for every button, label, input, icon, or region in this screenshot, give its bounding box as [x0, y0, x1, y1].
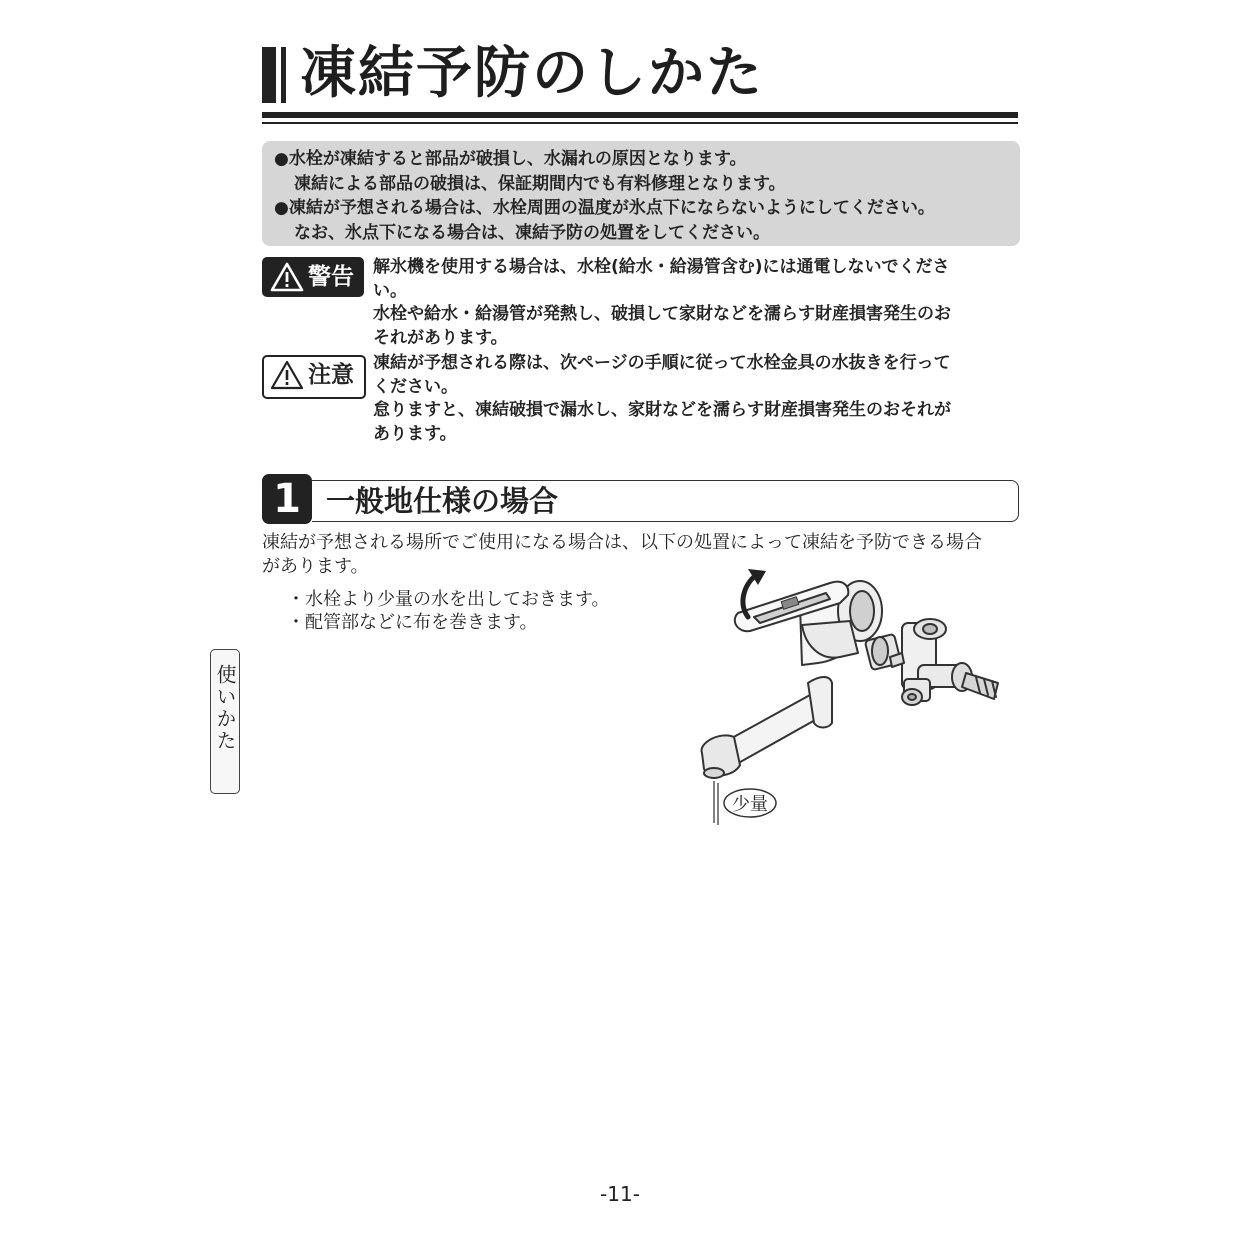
warning-label: 警告 — [308, 264, 354, 290]
warning-line-1: 解氷機を使用する場合は、水栓(給水・給湯管含む)には通電しないでくださ — [373, 257, 950, 277]
warning-triangle-icon — [270, 262, 304, 292]
notice-line-4: なお、氷点下になる場合は、凍結予防の処置をしてください。 — [294, 222, 770, 243]
caution-message — [373, 352, 1018, 446]
notice-line-2: 凍結による部品の破損は、保証期間内でも有料修理となります。 — [294, 173, 786, 194]
caution-line-3: 怠りますと、凍結破損で漏水し、家財などを濡らす財産損害発生のおそれが — [373, 400, 951, 420]
notice-line-1: ●水栓が凍結すると部品が破損し、水漏れの原因となります。 — [274, 149, 747, 169]
section-1-number: 1 — [262, 474, 312, 524]
notice-line-3: ●凍結が予想される場合は、水栓周囲の温度が氷点下にならないようにしてください。 — [274, 198, 935, 218]
warning-line-4: それがあります。 — [373, 327, 508, 348]
section-1-title: 一般地仕様の場合 — [326, 484, 559, 518]
side-tab-label: 使いかた — [213, 664, 237, 752]
side-tab-usage[interactable] — [210, 649, 240, 794]
faucet-illustration — [690, 565, 1020, 830]
caution-label: 注意 — [308, 362, 354, 388]
figure-label-small-amount: 少量 — [732, 794, 768, 815]
section-1-body-line-2: があります。 — [262, 556, 369, 577]
page-number: -11- — [600, 1182, 640, 1206]
title-bar-thick — [262, 47, 276, 103]
freeze-notice-box — [262, 141, 1020, 246]
bullet-item: ・水栓より少量の水を出しておきます。 — [287, 589, 610, 610]
bullet-item: ・配管部などに布を巻きます。 — [287, 612, 538, 633]
section-1-body-line-1: 凍結が予想される場所でご使用になる場合は、以下の処置によって凍結を予防できる場合 — [262, 532, 982, 553]
title-bar-thin — [281, 47, 286, 103]
warning-line-3: 水栓や給水・給湯管が発熱し、破損して家財などを濡らす財産損害発生のお — [373, 304, 951, 324]
caution-line-1: 凍結が予想される際は、次ページの手順に従って水栓金具の水抜きを行って — [373, 353, 951, 373]
warning-line-2: い。 — [373, 280, 407, 301]
caution-badge — [262, 355, 366, 399]
title-rule-thick — [262, 112, 1018, 118]
page-title: 凍結予防のしかた — [300, 41, 764, 106]
warning-badge — [262, 257, 364, 297]
caution-line-4: あります。 — [373, 423, 457, 444]
caution-triangle-icon — [270, 360, 304, 390]
caution-line-2: ください。 — [373, 376, 458, 397]
title-rule-thin — [262, 122, 1018, 124]
section-1-bullets — [287, 588, 610, 634]
warning-message — [373, 256, 1018, 350]
